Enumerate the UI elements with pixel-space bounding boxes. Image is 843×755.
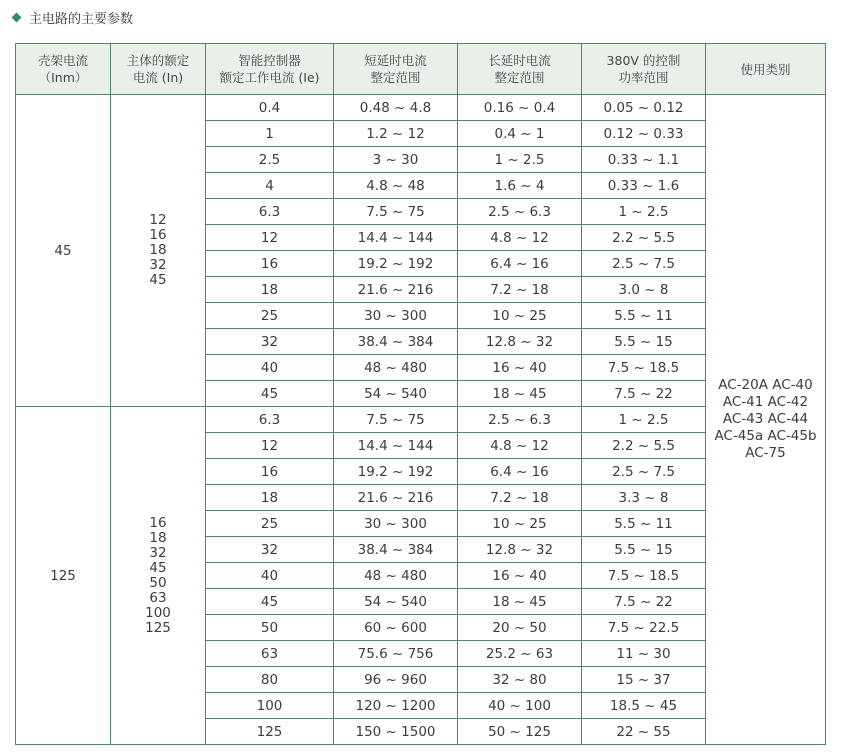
controller-current-cell: 2.5: [206, 147, 334, 173]
short-delay-range-cell: 7.5 ~ 75: [334, 199, 458, 225]
short-delay-range-cell: 54 ~ 540: [334, 589, 458, 615]
short-delay-range-cell: 60 ~ 600: [334, 615, 458, 641]
controller-current-cell: 100: [206, 693, 334, 719]
header-frame-current: 壳架电流 （Inm）: [16, 44, 111, 95]
long-delay-range-cell: 10 ~ 25: [458, 511, 582, 537]
short-delay-range-cell: 48 ~ 480: [334, 563, 458, 589]
header-main-rated-current: 主体的额定 电流 (In): [111, 44, 206, 95]
controller-current-cell: 25: [206, 303, 334, 329]
controller-current-cell: 4: [206, 173, 334, 199]
control-power-range-cell: 5.5 ~ 15: [582, 537, 706, 563]
long-delay-range-cell: 16 ~ 40: [458, 355, 582, 381]
header-long-delay-range: 长延时电流 整定范围: [458, 44, 582, 95]
diamond-bullet-icon: [12, 12, 22, 22]
long-delay-range-cell: 7.2 ~ 18: [458, 277, 582, 303]
usage-category-cell: AC-20A AC-40 AC-41 AC-42 AC-43 AC-44 AC-45a AC-45b AC-75: [706, 95, 826, 745]
short-delay-range-cell: 4.8 ~ 48: [334, 173, 458, 199]
short-delay-range-cell: 38.4 ~ 384: [334, 537, 458, 563]
controller-current-cell: 16: [206, 251, 334, 277]
long-delay-range-cell: 4.8 ~ 12: [458, 433, 582, 459]
short-delay-range-cell: 3 ~ 30: [334, 147, 458, 173]
main-circuit-params-table: [15, 43, 826, 745]
short-delay-range-cell: 96 ~ 960: [334, 667, 458, 693]
long-delay-range-cell: 18 ~ 45: [458, 381, 582, 407]
long-delay-range-cell: 2.5 ~ 6.3: [458, 199, 582, 225]
control-power-range-cell: 2.5 ~ 7.5: [582, 251, 706, 277]
table-row: [16, 407, 826, 433]
header-control-power-range: 380V 的控制 功率范围: [582, 44, 706, 95]
controller-current-cell: 18: [206, 277, 334, 303]
controller-current-cell: 45: [206, 381, 334, 407]
long-delay-range-cell: 0.16 ~ 0.4: [458, 95, 582, 121]
table-body: [16, 95, 826, 745]
control-power-range-cell: 0.33 ~ 1.6: [582, 173, 706, 199]
section-title: 主电路的主要参数: [29, 11, 134, 27]
control-power-range-cell: 7.5 ~ 18.5: [582, 355, 706, 381]
controller-current-cell: 40: [206, 563, 334, 589]
short-delay-range-cell: 120 ~ 1200: [334, 693, 458, 719]
control-power-range-cell: 3.3 ~ 8: [582, 485, 706, 511]
controller-current-cell: 45: [206, 589, 334, 615]
short-delay-range-cell: 19.2 ~ 192: [334, 251, 458, 277]
long-delay-range-cell: 0.4 ~ 1: [458, 121, 582, 147]
long-delay-range-cell: 1.6 ~ 4: [458, 173, 582, 199]
short-delay-range-cell: 150 ~ 1500: [334, 719, 458, 745]
controller-current-cell: 32: [206, 329, 334, 355]
long-delay-range-cell: 18 ~ 45: [458, 589, 582, 615]
short-delay-range-cell: 30 ~ 300: [334, 511, 458, 537]
long-delay-range-cell: 12.8 ~ 32: [458, 537, 582, 563]
short-delay-range-cell: 54 ~ 540: [334, 381, 458, 407]
controller-current-cell: 40: [206, 355, 334, 381]
control-power-range-cell: 0.12 ~ 0.33: [582, 121, 706, 147]
controller-current-cell: 6.3: [206, 199, 334, 225]
short-delay-range-cell: 30 ~ 300: [334, 303, 458, 329]
control-power-range-cell: 22 ~ 55: [582, 719, 706, 745]
short-delay-range-cell: 7.5 ~ 75: [334, 407, 458, 433]
controller-current-cell: 125: [206, 719, 334, 745]
short-delay-range-cell: 14.4 ~ 144: [334, 433, 458, 459]
frame-current-cell: 125: [16, 407, 111, 745]
short-delay-range-cell: 75.6 ~ 756: [334, 641, 458, 667]
control-power-range-cell: 7.5 ~ 22: [582, 589, 706, 615]
long-delay-range-cell: 10 ~ 25: [458, 303, 582, 329]
controller-current-cell: 12: [206, 225, 334, 251]
control-power-range-cell: 2.2 ~ 5.5: [582, 225, 706, 251]
control-power-range-cell: 7.5 ~ 22: [582, 381, 706, 407]
long-delay-range-cell: 16 ~ 40: [458, 563, 582, 589]
table-row: [16, 95, 826, 121]
controller-current-cell: 0.4: [206, 95, 334, 121]
controller-current-cell: 12: [206, 433, 334, 459]
short-delay-range-cell: 19.2 ~ 192: [334, 459, 458, 485]
control-power-range-cell: 3.0 ~ 8: [582, 277, 706, 303]
main-rated-current-cell: 12 16 18 32 45: [111, 95, 206, 407]
long-delay-range-cell: 50 ~ 125: [458, 719, 582, 745]
controller-current-cell: 50: [206, 615, 334, 641]
controller-current-cell: 63: [206, 641, 334, 667]
long-delay-range-cell: 40 ~ 100: [458, 693, 582, 719]
control-power-range-cell: 11 ~ 30: [582, 641, 706, 667]
table-header-row: [16, 44, 826, 95]
controller-current-cell: 25: [206, 511, 334, 537]
controller-current-cell: 32: [206, 537, 334, 563]
control-power-range-cell: 7.5 ~ 18.5: [582, 563, 706, 589]
short-delay-range-cell: 48 ~ 480: [334, 355, 458, 381]
short-delay-range-cell: 1.2 ~ 12: [334, 121, 458, 147]
control-power-range-cell: 2.2 ~ 5.5: [582, 433, 706, 459]
short-delay-range-cell: 21.6 ~ 216: [334, 485, 458, 511]
short-delay-range-cell: 38.4 ~ 384: [334, 329, 458, 355]
control-power-range-cell: 7.5 ~ 22.5: [582, 615, 706, 641]
header-usage-category: 使用类别: [706, 44, 826, 95]
long-delay-range-cell: 4.8 ~ 12: [458, 225, 582, 251]
long-delay-range-cell: 20 ~ 50: [458, 615, 582, 641]
control-power-range-cell: 0.33 ~ 1.1: [582, 147, 706, 173]
control-power-range-cell: 1 ~ 2.5: [582, 199, 706, 225]
controller-current-cell: 80: [206, 667, 334, 693]
frame-current-cell: 45: [16, 95, 111, 407]
long-delay-range-cell: 6.4 ~ 16: [458, 251, 582, 277]
control-power-range-cell: 5.5 ~ 11: [582, 303, 706, 329]
long-delay-range-cell: 25.2 ~ 63: [458, 641, 582, 667]
section-heading: [10, 7, 133, 27]
header-controller-rated-current: 智能控制器 额定工作电流 (Ie): [206, 44, 334, 95]
control-power-range-cell: 18.5 ~ 45: [582, 693, 706, 719]
short-delay-range-cell: 0.48 ~ 4.8: [334, 95, 458, 121]
control-power-range-cell: 0.05 ~ 0.12: [582, 95, 706, 121]
header-short-delay-range: 短延时电流 整定范围: [334, 44, 458, 95]
controller-current-cell: 16: [206, 459, 334, 485]
long-delay-range-cell: 1 ~ 2.5: [458, 147, 582, 173]
controller-current-cell: 18: [206, 485, 334, 511]
long-delay-range-cell: 6.4 ~ 16: [458, 459, 582, 485]
control-power-range-cell: 2.5 ~ 7.5: [582, 459, 706, 485]
short-delay-range-cell: 14.4 ~ 144: [334, 225, 458, 251]
control-power-range-cell: 5.5 ~ 15: [582, 329, 706, 355]
long-delay-range-cell: 7.2 ~ 18: [458, 485, 582, 511]
control-power-range-cell: 5.5 ~ 11: [582, 511, 706, 537]
main-rated-current-cell: 16 18 32 45 50 63 100 125: [111, 407, 206, 745]
control-power-range-cell: 1 ~ 2.5: [582, 407, 706, 433]
long-delay-range-cell: 2.5 ~ 6.3: [458, 407, 582, 433]
short-delay-range-cell: 21.6 ~ 216: [334, 277, 458, 303]
long-delay-range-cell: 32 ~ 80: [458, 667, 582, 693]
controller-current-cell: 1: [206, 121, 334, 147]
control-power-range-cell: 15 ~ 37: [582, 667, 706, 693]
long-delay-range-cell: 12.8 ~ 32: [458, 329, 582, 355]
controller-current-cell: 6.3: [206, 407, 334, 433]
